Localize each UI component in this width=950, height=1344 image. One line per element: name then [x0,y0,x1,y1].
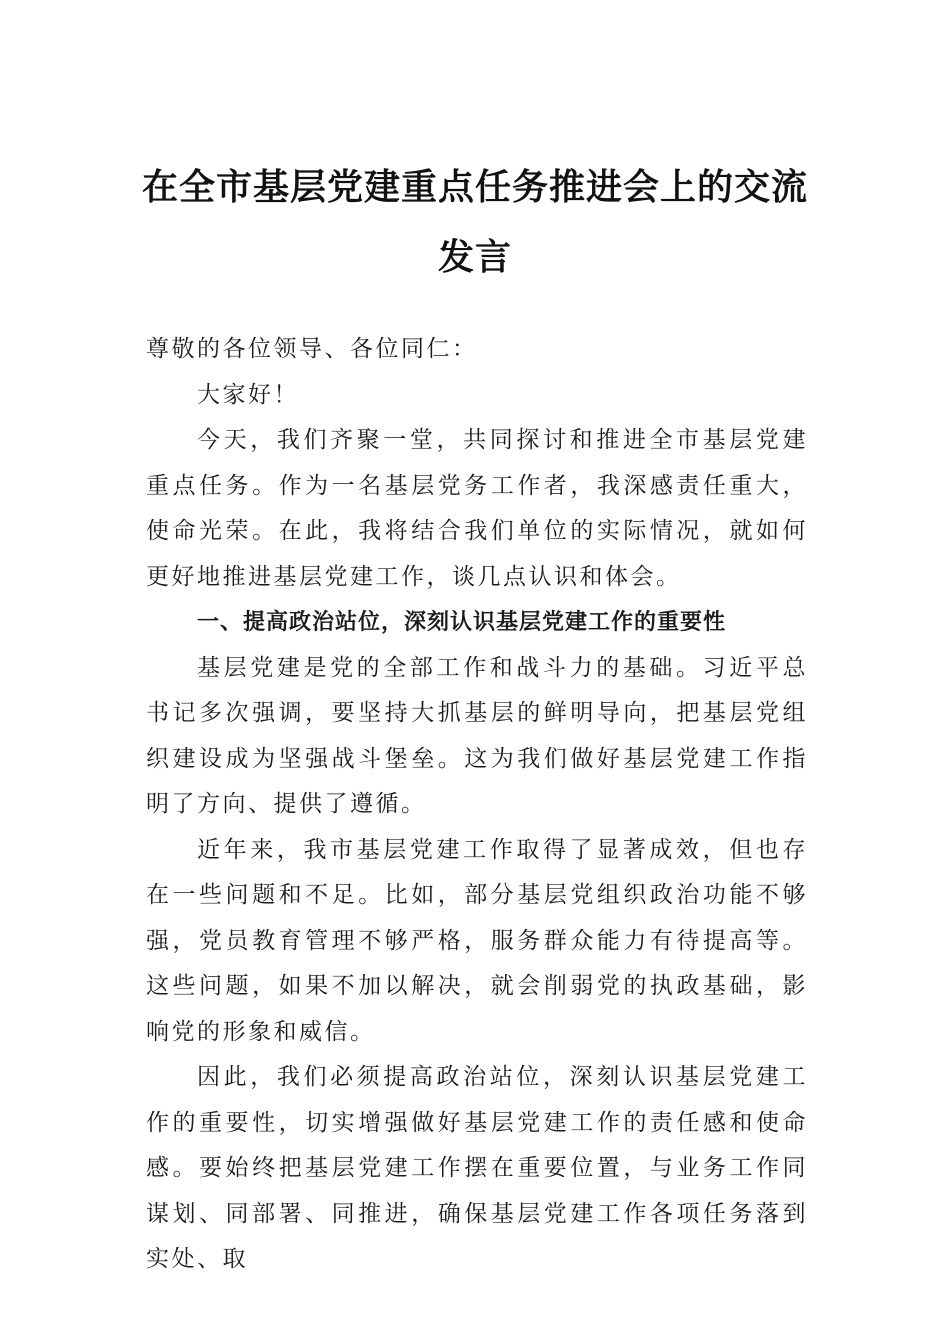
document-body [146,327,808,1283]
section-heading-1: 一、提高政治站位，深刻认识基层党建工作的重要性 [197,610,727,635]
intro-paragraph: 今天，我们齐聚一堂，共同探讨和推进全市基层党建重点任务。作为一名基层党务工作者，我深感责任重大，使命光荣。在此，我将结合我们单位的实际情况，就如何更好地推进基层党建工作，谈几点认识和体会。 [146,427,808,590]
section1-paragraph-1: 基层党建是党的全部工作和战斗力的基础。习近平总书记多次强调，要坚持大抓基层的鲜明导向，把基层党组织建设成为坚强战斗堡垒。这为我们做好基层党建工作指明了方向、提供了遵循。 [146,654,808,817]
section1-paragraph-3: 因此，我们必须提高政治站位，深刻认识基层党建工作的重要性，切实增强做好基层党建工作的责任感和使命感。要始终把基层党建工作摆在重要位置，与业务工作同谋划、同部署、同推进，确保基层党建工作各项任务落到实处、取 [146,1064,808,1272]
section1-paragraph-2: 近年来，我市基层党建工作取得了显著成效，但也存在一些问题和不足。比如，部分基层党组织政治功能不够强，党员教育管理不够严格，服务群众能力有待提高等。这些问题，如果不加以解决，就会削弱党的执政基础，影响党的形象和威信。 [146,836,808,1045]
document-title [130,152,820,292]
title-line-2: 发言 [437,236,512,278]
salutation: 尊敬的各位领导、各位同仁： [146,336,478,362]
greeting: 大家好！ [197,381,299,408]
title-line-1: 在全市基层党建重点任务推进会上的交流 [141,166,808,208]
